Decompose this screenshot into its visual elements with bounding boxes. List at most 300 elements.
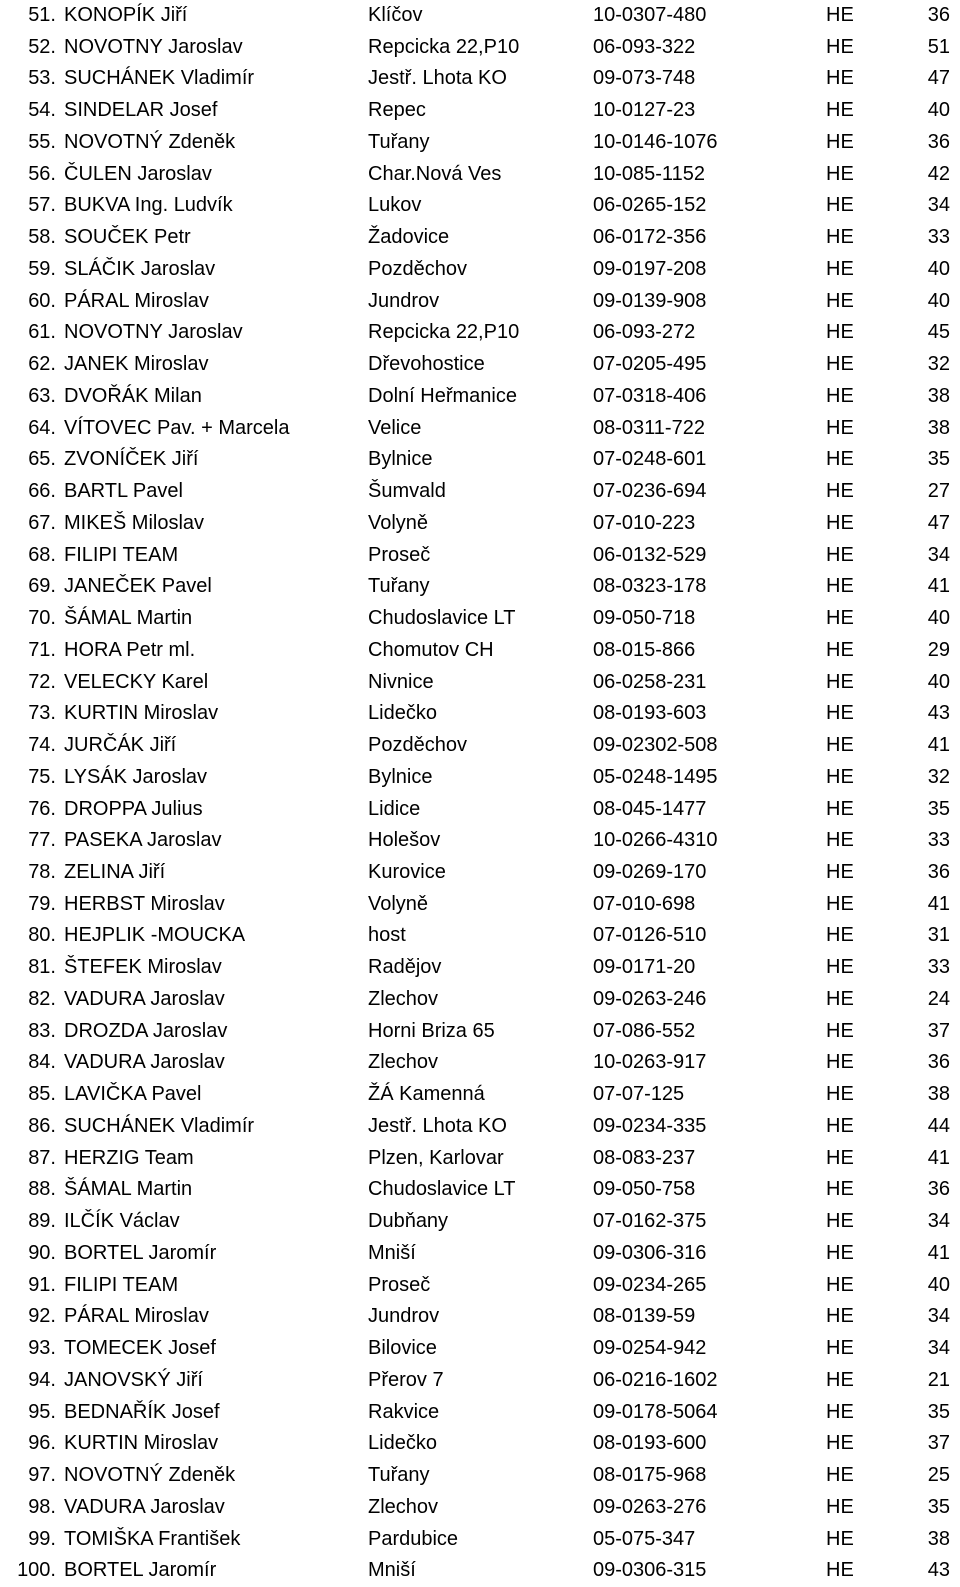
cell-place: Šumvald (368, 480, 446, 503)
cell-score: 34 (927, 1210, 950, 1233)
cell-name: PASEKA Jaroslav (64, 829, 222, 852)
cell-num: 94. (28, 1368, 56, 1391)
table-row (0, 667, 960, 699)
cell-score: 47 (927, 67, 950, 90)
cell-score: 40 (927, 1273, 950, 1296)
cell-score: 40 (927, 607, 950, 630)
cell-score: 36 (927, 4, 950, 26)
cell-code: 05-0248-1495 (593, 765, 718, 788)
cell-cat: HE (826, 1559, 854, 1582)
cell-score: 44 (927, 1114, 950, 1137)
cell-cat: HE (826, 1368, 854, 1391)
cell-score: 27 (927, 480, 950, 503)
cell-code: 06-0258-231 (593, 670, 707, 693)
cell-name: ŠTEFEK Miroslav (64, 956, 222, 979)
cell-name: VÍTOVEC Pav. + Marcela (64, 416, 290, 439)
cell-code: 08-0139-59 (593, 1305, 696, 1328)
cell-num: 63. (28, 384, 56, 407)
cell-num: 92. (28, 1305, 56, 1328)
table-row (0, 1206, 960, 1238)
cell-num: 57. (28, 194, 56, 217)
cell-cat: HE (826, 956, 854, 979)
table-row (0, 1492, 960, 1524)
cell-cat: HE (826, 1273, 854, 1296)
cell-num: 60. (28, 289, 56, 312)
table-row (0, 952, 960, 984)
cell-name: ŠÁMAL Martin (64, 607, 193, 630)
cell-score: 36 (927, 1051, 950, 1074)
cell-place: Dřevohostice (368, 353, 485, 376)
cell-score: 36 (927, 130, 950, 153)
cell-code: 09-0263-276 (593, 1495, 707, 1518)
table-row (0, 286, 960, 318)
cell-code: 06-0172-356 (593, 226, 707, 249)
cell-num: 66. (28, 480, 56, 503)
cell-score: 29 (927, 638, 950, 661)
table-row (0, 413, 960, 445)
cell-score: 37 (927, 1432, 950, 1455)
cell-place: Proseč (368, 1273, 431, 1296)
cell-code: 07-086-552 (593, 1019, 696, 1042)
cell-place: Lidečko (368, 1432, 437, 1455)
cell-cat: HE (826, 1464, 854, 1487)
table-row (0, 0, 960, 32)
cell-place: Char.Nová Ves (368, 162, 502, 185)
cell-cat: HE (826, 860, 854, 883)
cell-cat: HE (826, 257, 854, 280)
cell-code: 10-0127-23 (593, 99, 696, 122)
table-row (0, 825, 960, 857)
cell-code: 09-0306-315 (593, 1559, 707, 1582)
cell-place: Chudoslavice LT (368, 1178, 516, 1201)
cell-num: 51. (28, 4, 56, 26)
cell-cat: HE (826, 734, 854, 757)
cell-num: 58. (28, 226, 56, 249)
cell-place: Přerov 7 (368, 1368, 444, 1391)
cell-code: 06-0132-529 (593, 543, 707, 566)
cell-num: 99. (28, 1527, 56, 1550)
cell-code: 06-0216-1602 (593, 1368, 718, 1391)
cell-place: Klíčov (368, 4, 423, 26)
table-row (0, 920, 960, 952)
cell-place: Jundrov (368, 289, 440, 312)
cell-name: SLÁČIK Jaroslav (64, 257, 216, 280)
cell-code: 10-0266-4310 (593, 829, 718, 852)
cell-place: Radějov (368, 956, 442, 979)
cell-place: Tuřany (368, 130, 430, 153)
cell-place: Lukov (368, 194, 422, 217)
cell-num: 53. (28, 67, 56, 90)
cell-code: 07-0318-406 (593, 384, 707, 407)
cell-num: 70. (28, 607, 56, 630)
table-row (0, 476, 960, 508)
cell-code: 08-0323-178 (593, 575, 707, 598)
table-row (0, 254, 960, 286)
cell-cat: HE (826, 1210, 854, 1233)
cell-score: 37 (927, 1019, 950, 1042)
cell-code: 09-0254-942 (593, 1337, 707, 1360)
cell-name: ZELINA Jiří (64, 860, 166, 883)
table-row (0, 794, 960, 826)
cell-place: Lidečko (368, 702, 437, 725)
cell-cat: HE (826, 543, 854, 566)
cell-num: 98. (28, 1495, 56, 1518)
cell-num: 76. (28, 797, 56, 820)
cell-score: 40 (927, 257, 950, 280)
cell-name: BORTEL Jaromír (64, 1241, 217, 1264)
cell-code: 09-0197-208 (593, 257, 707, 280)
cell-score: 36 (927, 860, 950, 883)
cell-place: Tuřany (368, 1464, 430, 1487)
cell-place: Velice (368, 416, 422, 439)
table-row (0, 1111, 960, 1143)
cell-name: HERZIG Team (64, 1146, 194, 1169)
cell-place: Chudoslavice LT (368, 607, 516, 630)
cell-cat: HE (826, 35, 854, 58)
cell-code: 07-0126-510 (593, 924, 707, 947)
cell-num: 93. (28, 1337, 56, 1360)
cell-score: 33 (927, 829, 950, 852)
cell-num: 79. (28, 892, 56, 915)
table-row (0, 444, 960, 476)
cell-place: Jundrov (368, 1305, 440, 1328)
cell-code: 09-0234-265 (593, 1273, 707, 1296)
cell-score: 35 (927, 1495, 950, 1518)
table-row (0, 508, 960, 540)
cell-place: ŽÁ Kamenná (368, 1083, 485, 1106)
cell-code: 08-0193-600 (593, 1432, 707, 1455)
cell-num: 61. (28, 321, 56, 344)
cell-name: PÁRAL Miroslav (64, 289, 209, 312)
cell-num: 59. (28, 257, 56, 280)
cell-cat: HE (826, 480, 854, 503)
cell-name: DVOŘÁK Milan (64, 384, 202, 407)
cell-score: 41 (927, 575, 950, 598)
cell-cat: HE (826, 1019, 854, 1042)
cell-name: BARTL Pavel (64, 480, 183, 503)
cell-cat: HE (826, 829, 854, 852)
cell-place: Jestř. Lhota KO (368, 1114, 507, 1137)
cell-name: SOUČEK Petr (64, 226, 191, 249)
cell-cat: HE (826, 575, 854, 598)
table-row (0, 889, 960, 921)
cell-code: 09-0178-5064 (593, 1400, 718, 1423)
cell-num: 65. (28, 448, 56, 471)
table-row (0, 381, 960, 413)
cell-cat: HE (826, 765, 854, 788)
cell-num: 71. (28, 638, 56, 661)
cell-place: Bilovice (368, 1337, 437, 1360)
cell-cat: HE (826, 1305, 854, 1328)
cell-name: ZVONÍČEK Jiří (64, 448, 199, 471)
table-row (0, 857, 960, 889)
cell-score: 47 (927, 511, 950, 534)
cell-name: DROZDA Jaroslav (64, 1019, 228, 1042)
table-row (0, 1365, 960, 1397)
table-row (0, 1460, 960, 1492)
cell-name: BEDNAŘÍK Josef (64, 1400, 220, 1423)
cell-cat: HE (826, 130, 854, 153)
cell-name: SUCHÁNEK Vladimír (64, 1114, 255, 1137)
cell-num: 52. (28, 35, 56, 58)
cell-score: 33 (927, 956, 950, 979)
table-row (0, 222, 960, 254)
cell-score: 25 (927, 1464, 950, 1487)
cell-place: Žadovice (368, 226, 450, 249)
cell-score: 33 (927, 226, 950, 249)
cell-num: 88. (28, 1178, 56, 1201)
table-row (0, 540, 960, 572)
cell-score: 41 (927, 1146, 950, 1169)
cell-score: 41 (927, 1241, 950, 1264)
cell-place: Plzen, Karlovar (368, 1146, 504, 1169)
cell-code: 08-0175-968 (593, 1464, 707, 1487)
cell-code: 06-093-322 (593, 35, 696, 58)
cell-name: KURTIN Miroslav (64, 1432, 219, 1455)
cell-name: NOVOTNÝ Zdeněk (64, 130, 236, 153)
cell-cat: HE (826, 638, 854, 661)
cell-name: NOVOTNÝ Zdeněk (64, 1464, 236, 1487)
cell-code: 06-0265-152 (593, 194, 707, 217)
cell-place: Repec (368, 99, 426, 122)
cell-code: 07-0248-601 (593, 448, 707, 471)
cell-cat: HE (826, 1114, 854, 1137)
cell-name: VELECKY Karel (64, 670, 209, 693)
cell-score: 35 (927, 797, 950, 820)
cell-score: 35 (927, 448, 950, 471)
cell-code: 09-050-718 (593, 607, 696, 630)
cell-place: Zlechov (368, 1051, 439, 1074)
cell-name: ŠÁMAL Martin (64, 1178, 193, 1201)
cell-cat: HE (826, 702, 854, 725)
cell-num: 80. (28, 924, 56, 947)
cell-num: 62. (28, 353, 56, 376)
cell-cat: HE (826, 1051, 854, 1074)
cell-num: 100. (17, 1559, 56, 1582)
cell-place: Rakvice (368, 1400, 440, 1423)
cell-score: 32 (927, 765, 950, 788)
cell-num: 77. (28, 829, 56, 852)
cell-place: Zlechov (368, 1495, 439, 1518)
table-row (0, 32, 960, 64)
table-row (0, 730, 960, 762)
cell-code: 10-0146-1076 (593, 130, 718, 153)
cell-place: Repcicka 22,P10 (368, 321, 520, 344)
table-row (0, 1397, 960, 1429)
cell-code: 09-02302-508 (593, 734, 718, 757)
cell-code: 09-0139-908 (593, 289, 707, 312)
cell-cat: HE (826, 162, 854, 185)
cell-place: Horni Briza 65 (368, 1019, 495, 1042)
cell-score: 36 (927, 1178, 950, 1201)
cell-cat: HE (826, 1432, 854, 1455)
cell-cat: HE (826, 1495, 854, 1518)
cell-score: 34 (927, 543, 950, 566)
cell-place: Holešov (368, 829, 441, 852)
cell-cat: HE (826, 448, 854, 471)
cell-name: ČULEN Jaroslav (64, 162, 212, 185)
cell-name: TOMIŠKA František (64, 1527, 241, 1550)
cell-code: 09-0306-316 (593, 1241, 707, 1264)
cell-name: JURČÁK Jiří (64, 734, 177, 757)
cell-name: NOVOTNY Jaroslav (64, 35, 243, 58)
cell-code: 08-0311-722 (593, 416, 705, 439)
cell-score: 38 (927, 1527, 950, 1550)
cell-score: 41 (927, 892, 950, 915)
cell-code: 09-050-758 (593, 1178, 696, 1201)
table-row (0, 95, 960, 127)
cell-score: 40 (927, 289, 950, 312)
cell-num: 87. (28, 1146, 56, 1169)
cell-name: HEJPLIK -MOUCKA (64, 924, 246, 947)
cell-name: PÁRAL Miroslav (64, 1305, 209, 1328)
cell-score: 42 (927, 162, 950, 185)
table-row (0, 762, 960, 794)
cell-cat: HE (826, 987, 854, 1010)
cell-place: Chomutov CH (368, 638, 494, 661)
cell-cat: HE (826, 1337, 854, 1360)
cell-place: Proseč (368, 543, 431, 566)
cell-num: 85. (28, 1083, 56, 1106)
cell-place: Bylnice (368, 765, 433, 788)
cell-code: 09-0263-246 (593, 987, 707, 1010)
table-row (0, 698, 960, 730)
cell-score: 34 (927, 194, 950, 217)
cell-score: 34 (927, 1337, 950, 1360)
cell-score: 45 (927, 321, 950, 344)
table-row (0, 1270, 960, 1302)
cell-cat: HE (826, 607, 854, 630)
cell-code: 08-083-237 (593, 1146, 696, 1169)
table-row (0, 317, 960, 349)
cell-name: VADURA Jaroslav (64, 1051, 225, 1074)
cell-place: Pozděchov (368, 257, 467, 280)
cell-score: 35 (927, 1400, 950, 1423)
cell-name: ILČÍK Václav (64, 1210, 180, 1233)
cell-cat: HE (826, 892, 854, 915)
cell-score: 34 (927, 1305, 950, 1328)
cell-name: BORTEL Jaromír (64, 1559, 217, 1582)
cell-num: 68. (28, 543, 56, 566)
cell-name: LYSÁK Jaroslav (64, 765, 208, 788)
table-row (0, 984, 960, 1016)
cell-name: VADURA Jaroslav (64, 1495, 225, 1518)
cell-score: 43 (927, 1559, 950, 1582)
cell-place: Nivnice (368, 670, 434, 693)
cell-score: 51 (927, 35, 950, 58)
cell-cat: HE (826, 1400, 854, 1423)
cell-cat: HE (826, 4, 854, 26)
cell-place: Mniší (368, 1241, 416, 1264)
table-row (0, 635, 960, 667)
cell-name: FILIPI TEAM (64, 1273, 179, 1296)
cell-place: Zlechov (368, 987, 439, 1010)
cell-place: Lidice (368, 797, 421, 820)
cell-name: KURTIN Miroslav (64, 702, 219, 725)
cell-code: 09-0234-335 (593, 1114, 707, 1137)
cell-place: Mniší (368, 1559, 416, 1582)
cell-code: 09-0171-20 (593, 956, 696, 979)
cell-score: 31 (927, 924, 950, 947)
cell-code: 07-0236-694 (593, 480, 707, 503)
cell-code: 09-073-748 (593, 67, 696, 90)
cell-num: 89. (28, 1210, 56, 1233)
cell-name: JANOVSKÝ Jiří (64, 1368, 203, 1391)
cell-cat: HE (826, 67, 854, 90)
cell-num: 81. (28, 956, 56, 979)
cell-num: 74. (28, 734, 56, 757)
cell-name: JANEČEK Pavel (64, 575, 212, 598)
cell-cat: HE (826, 1241, 854, 1264)
cell-score: 41 (927, 734, 950, 757)
table-row (0, 190, 960, 222)
cell-code: 10-085-1152 (593, 162, 705, 185)
cell-place: Bylnice (368, 448, 433, 471)
table-row (0, 1143, 960, 1175)
cell-num: 56. (28, 162, 56, 185)
cell-cat: HE (826, 797, 854, 820)
table-row (0, 1428, 960, 1460)
cell-cat: HE (826, 1527, 854, 1550)
cell-name: HORA Petr ml. (64, 638, 196, 661)
cell-score: 32 (927, 353, 950, 376)
cell-cat: HE (826, 99, 854, 122)
table-row (0, 603, 960, 635)
cell-num: 96. (28, 1432, 56, 1455)
cell-cat: HE (826, 416, 854, 439)
cell-num: 97. (28, 1464, 56, 1487)
table-row (0, 1174, 960, 1206)
cell-num: 64. (28, 416, 56, 439)
cell-place: Dubňany (368, 1210, 449, 1233)
cell-num: 84. (28, 1051, 56, 1074)
table-row (0, 127, 960, 159)
cell-place: Tuřany (368, 575, 430, 598)
cell-num: 86. (28, 1114, 56, 1137)
cell-name: LAVIČKA Pavel (64, 1083, 202, 1106)
cell-name: JANEK Miroslav (64, 353, 209, 376)
cell-place: Dolní Heřmanice (368, 384, 517, 407)
cell-cat: HE (826, 1083, 854, 1106)
cell-score: 38 (927, 416, 950, 439)
cell-code: 07-010-698 (593, 892, 696, 915)
cell-num: 82. (28, 987, 56, 1010)
table-row (0, 1016, 960, 1048)
cell-cat: HE (826, 321, 854, 344)
cell-place: Pozděchov (368, 734, 467, 757)
table-row (0, 63, 960, 95)
cell-score: 40 (927, 670, 950, 693)
table-row (0, 1333, 960, 1365)
cell-code: 09-0269-170 (593, 860, 707, 883)
cell-cat: HE (826, 289, 854, 312)
table-row (0, 1524, 960, 1556)
cell-code: 05-075-347 (593, 1527, 696, 1550)
cell-name: FILIPI TEAM (64, 543, 179, 566)
cell-cat: HE (826, 384, 854, 407)
cell-num: 67. (28, 511, 56, 534)
cell-name: SUCHÁNEK Vladimír (64, 67, 255, 90)
cell-cat: HE (826, 226, 854, 249)
cell-name: MIKEŠ Miloslav (64, 511, 205, 534)
cell-num: 55. (28, 130, 56, 153)
cell-code: 07-0162-375 (593, 1210, 707, 1233)
cell-code: 10-0263-917 (593, 1051, 707, 1074)
cell-place: Kurovice (368, 860, 446, 883)
cell-code: 07-0205-495 (593, 353, 707, 376)
cell-place: host (368, 924, 406, 947)
cell-name: HERBST Miroslav (64, 892, 225, 915)
